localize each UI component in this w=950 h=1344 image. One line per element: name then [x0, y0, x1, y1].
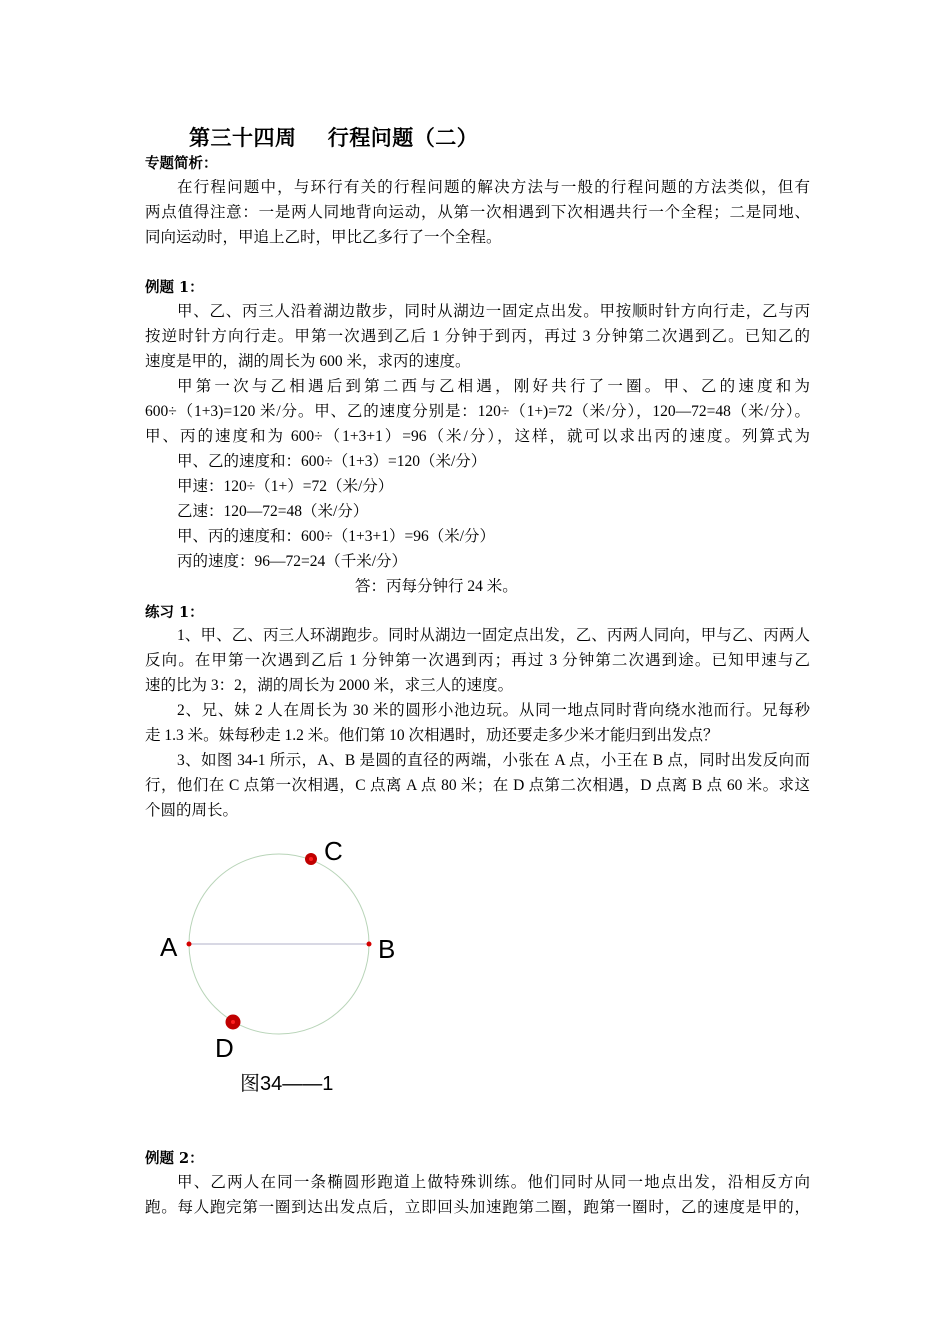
- figure-caption: 图34——1: [240, 1073, 334, 1095]
- example1-problem-line: 甲、乙、丙三人沿着湖边散步，同时从湖边一固定点出发。甲按顺时针方向行走，乙与丙: [177, 303, 810, 320]
- point-a-dot: [187, 942, 192, 947]
- example2-line: 甲、乙两人在同一条椭圆形跑道上做特殊训练。他们同时从同一地点出发，沿相反方向: [177, 1174, 810, 1191]
- point-c-label: C: [324, 836, 343, 866]
- example1-problem-line: 按逆时针方向行走。甲第一次遇到乙后 1 分钟于到丙，再过 3 分钟第二次遇到乙。已知乙的: [145, 328, 810, 345]
- example1-analysis-line: 甲、丙的速度和为 600÷（1+3+1）=96（米/分），这样，就可以求出丙的速度。列算式为: [145, 428, 810, 445]
- exercise1-q3-line: 3、如图 34-1 所示，A、B 是圆的直径的两端，小张在 A 点，小王在 B 点，同时出发反向而: [177, 752, 810, 769]
- exercise1-q3-line: 个圆的周长。: [145, 802, 239, 819]
- point-a-label: A: [160, 932, 178, 962]
- example1-analysis-line: 甲第一次与乙相遇后到第二西与乙相遇，刚好共行了一圈。甲、乙的速度和为: [177, 378, 810, 395]
- example1-solution-line: 甲、乙的速度和：600÷（1+3）=120（米/分）: [177, 453, 487, 470]
- example2-line: 跑。每人跑完第一圈到达出发点后，立即回头加速跑第二圈，跑第一圈时，乙的速度是甲的，: [145, 1199, 810, 1216]
- intro-line: 两点值得注意：一是两人同地背向运动，从第一次相遇到下次相遇共行一个全程；二是同地、: [145, 204, 810, 221]
- intro-heading: 专题简析：: [145, 155, 218, 172]
- example1-answer: 答：丙每分钟行 24 米。: [355, 578, 518, 595]
- intro-line: 在行程问题中，与环行有关的行程问题的解决方法与一般的行程问题的方法类似，但有: [177, 179, 810, 196]
- exercise1-q2-line: 走 1.3 米。妹每秒走 1.2 米。他们第 10 次相遇时，劢还要走多少米才能归到出发点？: [145, 727, 719, 744]
- example1-solution-line: 甲、丙的速度和：600÷（1+3+1）=96（米/分）: [177, 528, 496, 545]
- point-b-dot: [367, 942, 372, 947]
- exercise1-heading: 练习 1：: [145, 604, 204, 621]
- intro-line: 同向运动时，甲追上乙时，甲比乙多行了一个全程。: [145, 229, 502, 246]
- example1-solution-line: 丙的速度：96—72=24（千米/分）: [177, 553, 408, 570]
- example1-solution-line: 乙速：120—72=48（米/分）: [177, 503, 369, 520]
- example1-problem-line: 速度是甲的，湖的周长为 600 米，求丙的速度。: [145, 353, 471, 370]
- point-c-dot-center: [309, 857, 313, 861]
- point-d-label: D: [215, 1033, 234, 1063]
- point-b-label: B: [378, 934, 396, 964]
- example1-analysis-line: 600÷（1+3)=120 米/分。甲、乙的速度分别是：120÷（1+)=72（米/分），120—72=48（米/分）。: [145, 403, 810, 420]
- exercise1-q3-line: 行，他们在 C 点第一次相遇，C 点离 A 点 80 米；在 D 点第二次相遇，D 点离 B 点 60 米。求这: [145, 777, 810, 794]
- page-title: 第三十四周 行程问题（二）: [189, 126, 479, 150]
- exercise1-q1-line: 1、甲、乙、丙三人环湖跑步。同时从湖边一固定点出发，乙、丙两人同向，甲与乙、丙两人: [177, 627, 810, 644]
- exercise1-q2-line: 2、兄、妹 2 人在周长为 30 米的圆形小池边玩。从同一地点同时背向绕水池而行。兄每秒: [177, 702, 810, 719]
- example1-solution-line: 甲速：120÷（1+）=72（米/分）: [177, 478, 394, 495]
- exercise1-q1-line: 反向。在甲第一次遇到乙后 1 分钟第一次遇到丙；再过 3 分钟第二次遇到途。已知甲速与乙: [145, 652, 810, 669]
- example2-heading: 例题 2：: [145, 1150, 204, 1167]
- example1-heading: 例题 1：: [145, 279, 204, 296]
- exercise1-q1-line: 速的比为 3：2，湖的周长为 2000 米，求三人的速度。: [145, 677, 514, 694]
- point-d-dot-center: [231, 1020, 235, 1024]
